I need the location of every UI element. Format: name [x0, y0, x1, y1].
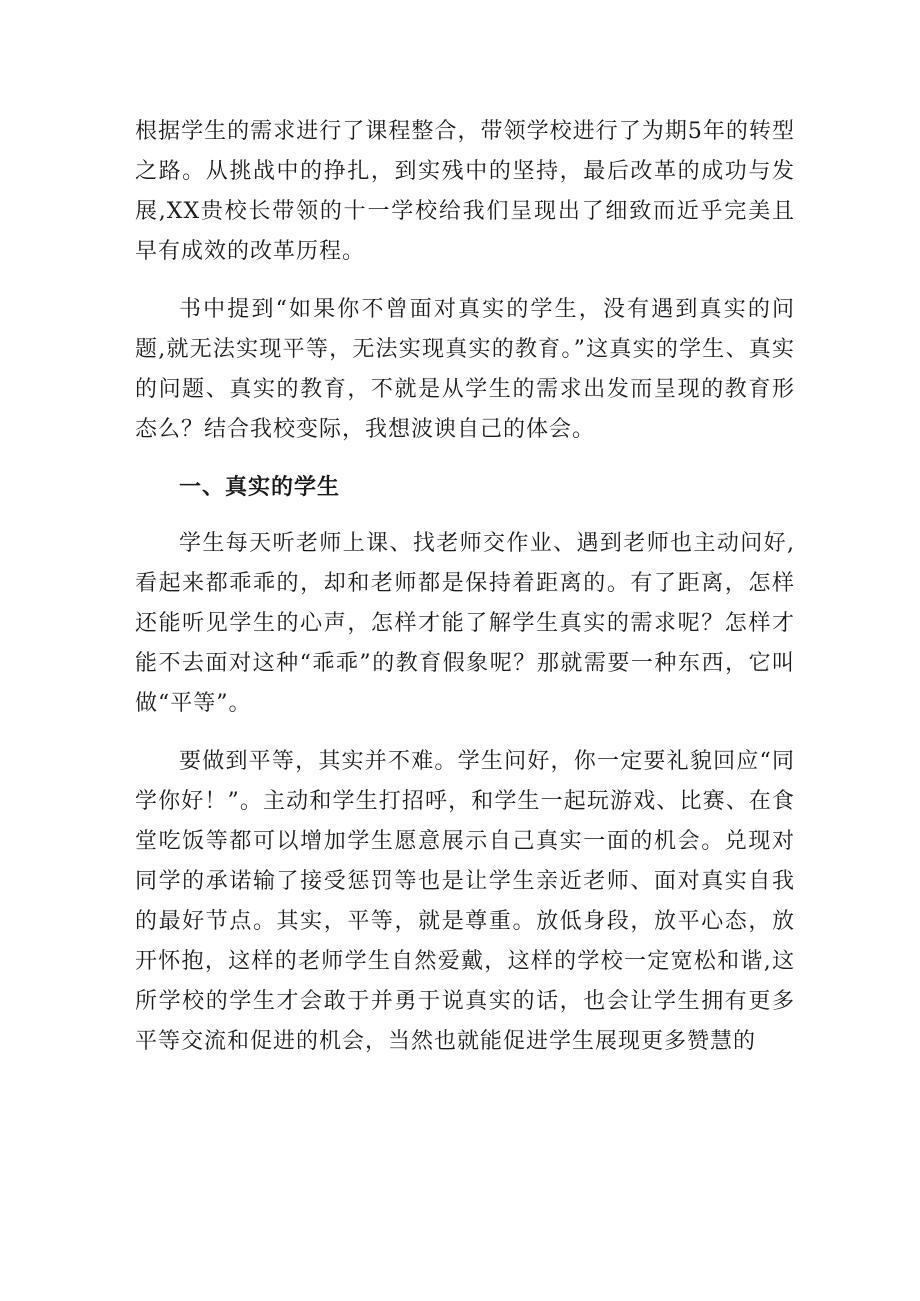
paragraph-book-quote: 书中提到“如果你不曾面对真实的学生，没有遇到真实的问题,就无法实现平等，无法实现真实的教育。”这真实的学生、真实的问题、真实的教育，不就是从学生的需求出发而呈现的教育形态么？结合我校变际，我想波谀自己的体会。 [135, 297, 795, 442]
section-heading-real-students: 一、真实的学生 [179, 475, 341, 500]
paragraph-students-distance: 学生每天听老师上课、找老师交作业、遇到老师也主动问好,看起来都乖乖的，却和老师都是保持着距离的。有了距离，怎样还能听见学生的心声，怎样才能了解学生真实的需求呢？怎样才能不去面对这种“乖乖”的教育假象呢？那就需要一种东西，它叫做“平等”。 [135, 531, 795, 716]
document-body [135, 112, 795, 1080]
paragraph-intro-continuation: 根据学生的需求进行了课程整合，带领学校进行了为期5年的转型之路。从挑战中的挣扎，到实残中的坚持，最后改革的成功与发展,XX贵校长带领的十一学校给我们呈现出了细致而近乎完美且早有成效的改革历程。 [135, 119, 795, 264]
paragraph-equality: 要做到平等，其实并不难。学生问好，你一定要礼貌回应“同学你好！”。主动和学生打招呼，和学生一起玩游戏、比赛、在食堂吃饭等都可以增加学生愿意展示自己真实一面的机会。兑现对同学的承诺输了接受惩罚等也是让学生亲近老师、面对真实自我的最好节点。其实，平等，就是尊重。放低身段，放平心态，放开怀抱，这样的老师学生自然爱戴，这样的学校一定宽松和谐,这所学校的学生才会敢于并勇于说真实的话，也会让学生拥有更多平等交流和促进的机会，当然也就能促进学生展现更多赞慧的 [135, 749, 795, 1054]
